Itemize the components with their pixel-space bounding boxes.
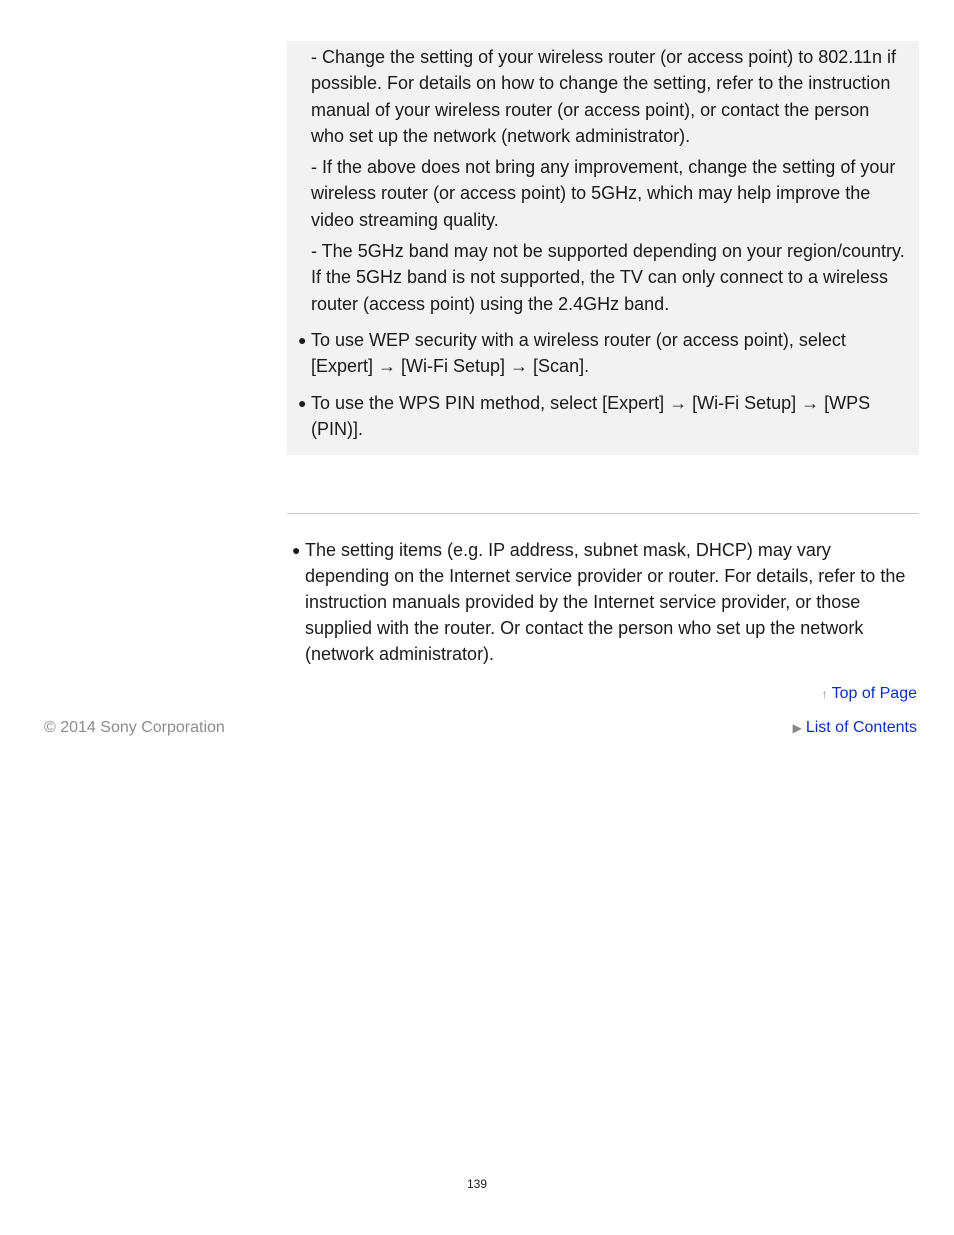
hint-paragraph: - If the above does not bring any improvement, change the setting of your wireless router (or access point) to 5GHz, which may help improve the video streaming quality.	[311, 157, 896, 230]
hint-paragraph: - The 5GHz band may not be supported depending on your region/country. If the 5GHz band is not supported, the TV can only connect to a wireless router (access point) using the 2.4GHz band.	[311, 241, 905, 314]
list-of-contents-link[interactable]	[793, 718, 917, 738]
note-item	[292, 537, 917, 667]
page-number: 139	[466, 1177, 488, 1191]
list-item-text: To use the WPS PIN method, select [Expert] → [Wi-Fi Setup] → [WPS (PIN)].	[311, 393, 871, 440]
bullet-icon: ●	[298, 395, 307, 411]
list-item	[298, 327, 907, 380]
triangle-right-icon: ▶	[792, 721, 802, 735]
list-item	[298, 390, 907, 443]
note-text: The setting items (e.g. IP address, subnet mask, DHCP) may vary depending on the Internet service provider or router. For details, refer to the instruction manuals provided by the Internet service provider, or those supplied with the router. Or contact the person who set up the network (network administrator).	[305, 540, 906, 665]
list-of-contents-label: List of Contents	[805, 719, 917, 736]
section-divider	[287, 513, 919, 514]
list-item-text: To use WEP security with a wireless router (or access point), select [Expert] → [Wi-Fi Setup] → [Scan].	[311, 330, 846, 377]
bullet-icon: ●	[292, 542, 301, 558]
arrow-up-icon: ↑	[821, 687, 828, 701]
top-of-page-link[interactable]	[822, 684, 917, 704]
copyright-text: © 2014 Sony Corporation	[44, 719, 225, 736]
bullet-icon: ●	[298, 332, 307, 348]
hint-paragraph: - Change the setting of your wireless router (or access point) to 802.11n if possible. For details on how to change the setting, refer to the instruction manual of your wireless router (or access point), or contact the person who set up the network (network administrator).	[311, 47, 896, 146]
top-of-page-label: Top of Page	[831, 685, 917, 702]
